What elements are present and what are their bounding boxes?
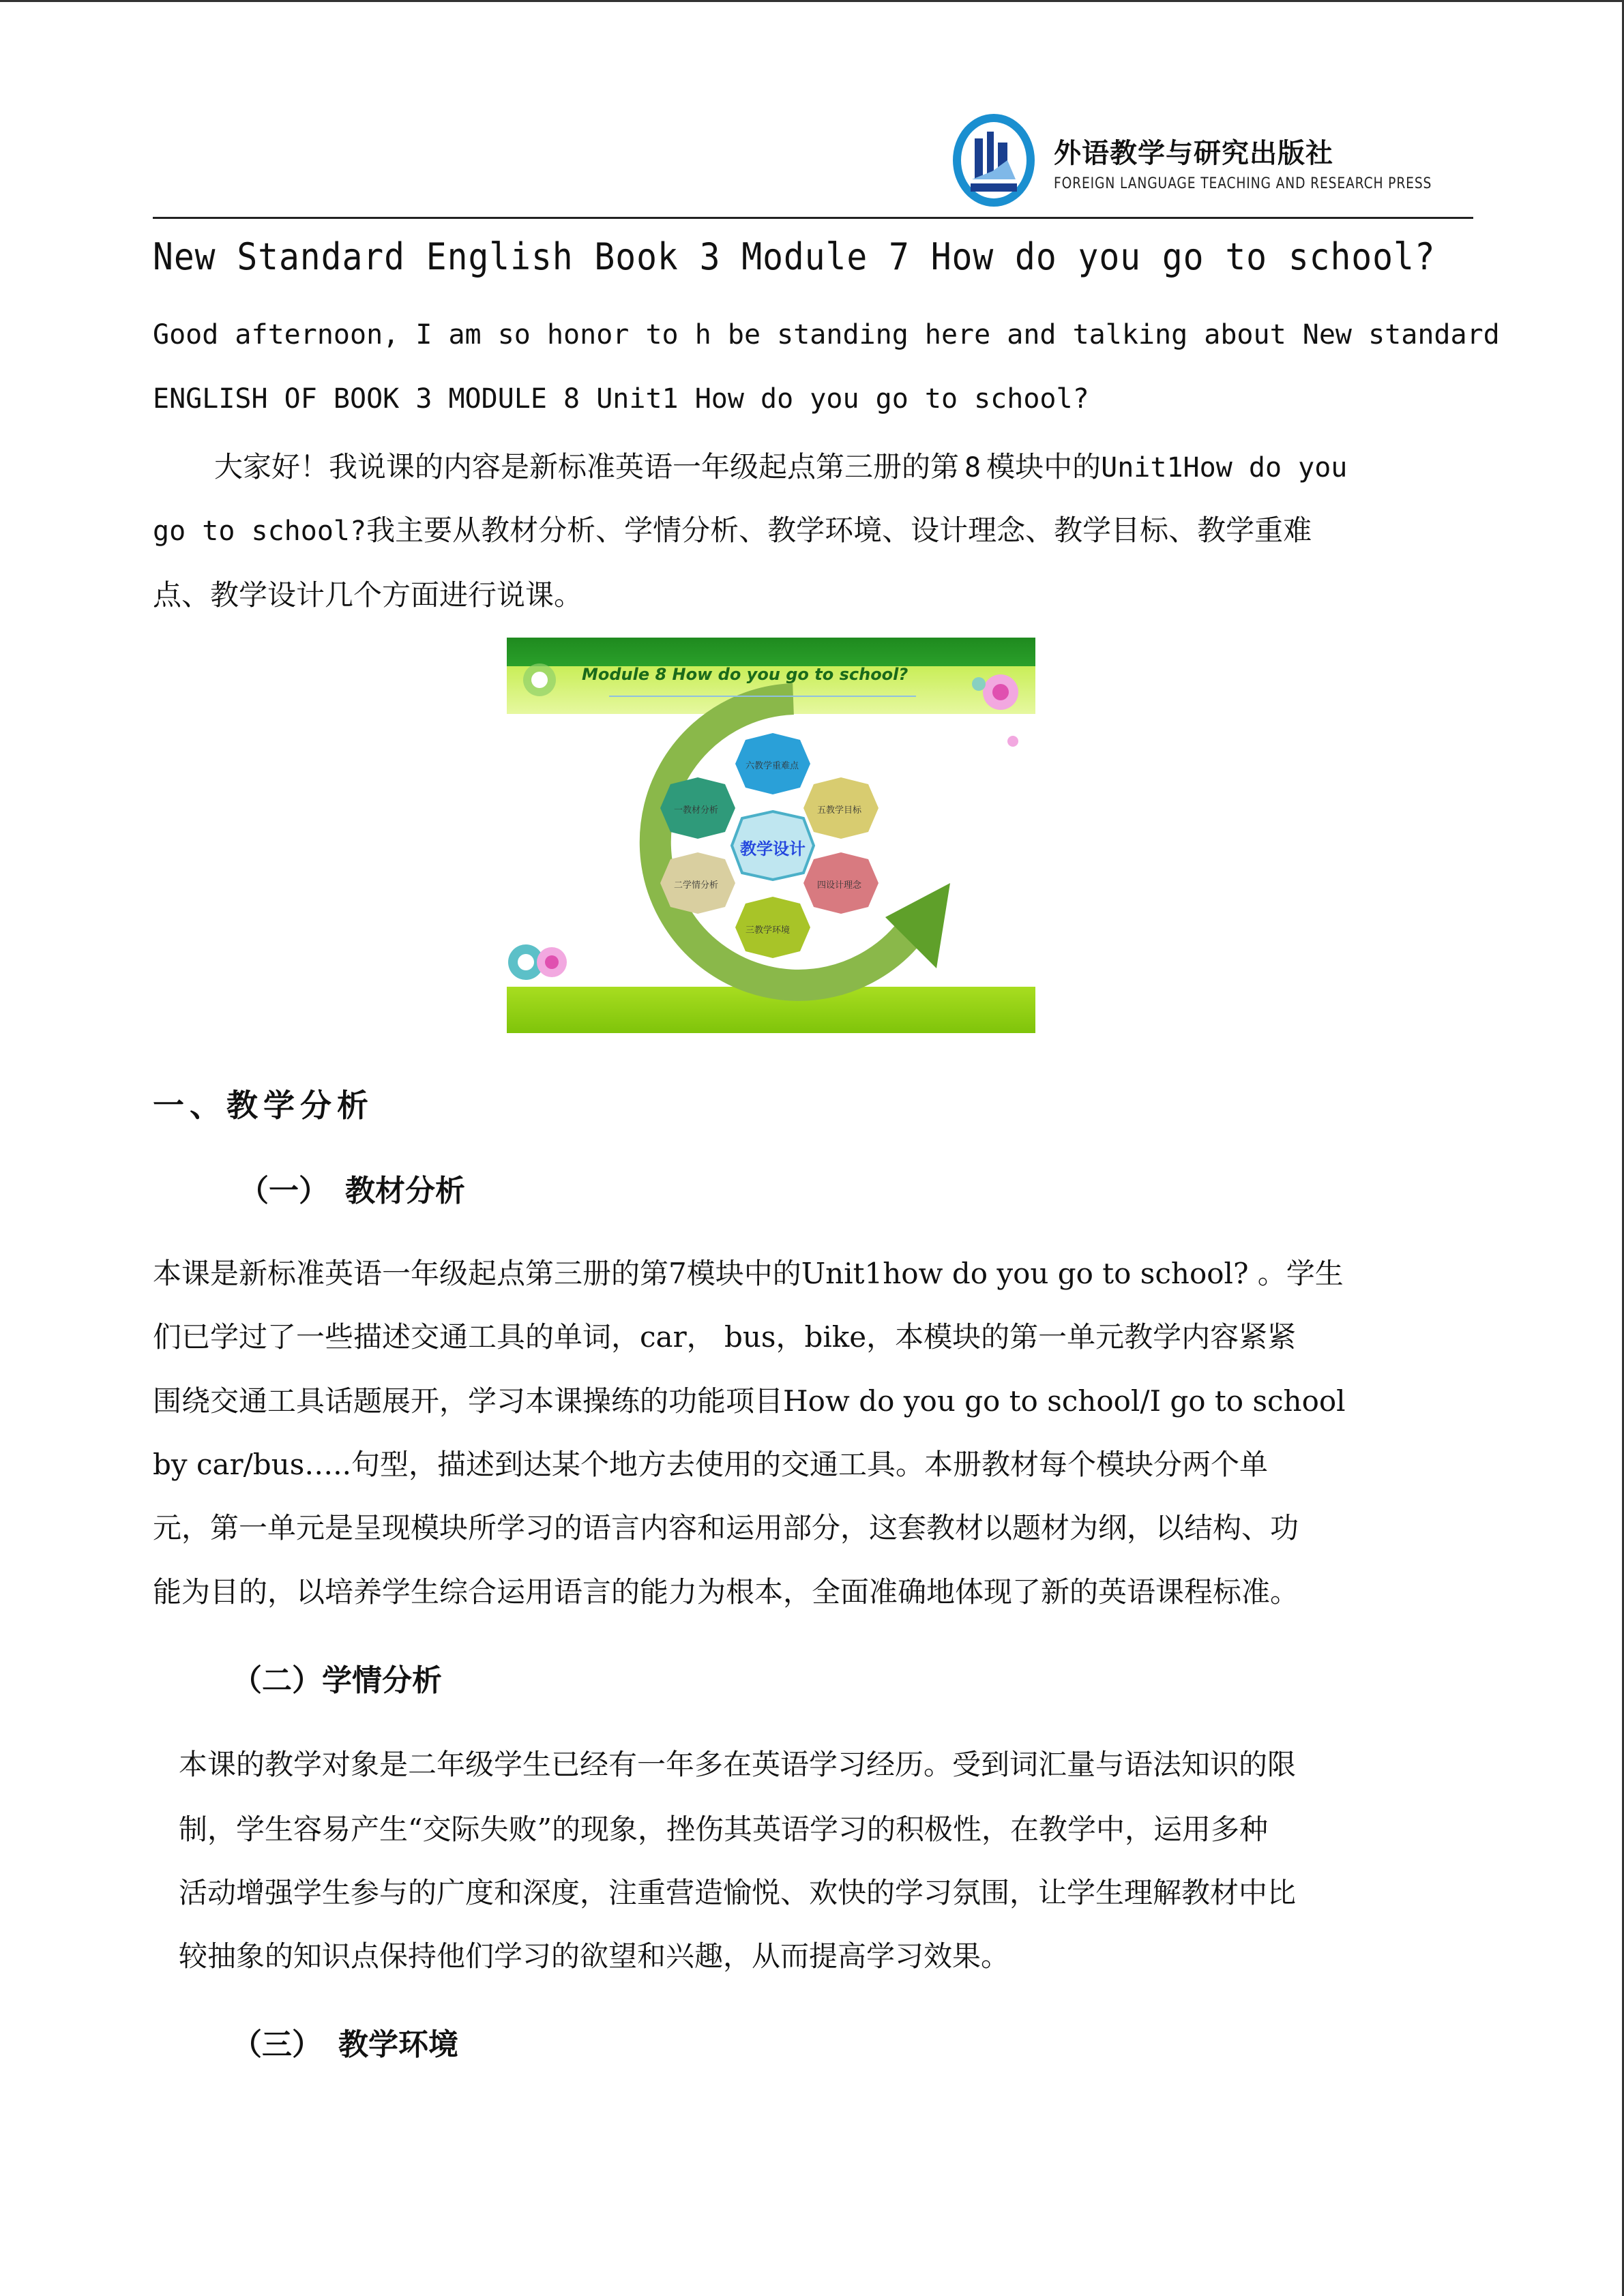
intro-cn-en-part: go to school? (153, 516, 367, 547)
intro-cn-text: 模块中的 (986, 450, 1102, 483)
learner-analysis-line: 制，学生容易产生“交际失败”的现象，挫伤其英语学习的积极性，在教学中，运用多种 (179, 1813, 1268, 1846)
header-divider (153, 217, 1473, 219)
publisher-header (951, 113, 1470, 211)
publisher-name-en: FOREIGN LANGUAGE TEACHING AND RESEARCH PRESS (1054, 175, 1432, 192)
intro-cn-line-2 (153, 508, 1312, 549)
publisher-logo (951, 113, 1040, 208)
section-heading: 一、教学分析 (153, 1087, 374, 1124)
intro-en-line-1: Good afternoon, I am so honor to h be standing here and talking about New standard (153, 319, 1500, 351)
subsection-heading-3 (232, 2020, 458, 2063)
intro-cn-unit: Unit1How do you (1101, 452, 1348, 483)
hex-label: 六教学重难点 (745, 761, 799, 771)
textbook-analysis-line: by car/bus…..句型，描述到达某个地方去使用的交通工具。本册教材每个模块分两个单 (153, 1448, 1268, 1481)
hex-label: 四设计理念 (817, 880, 862, 891)
document-title: New Standard English Book 3 Module 7 How do you go to school? (153, 235, 1436, 278)
intro-en-line-2: ENGLISH OF BOOK 3 MODULE 8 Unit1 How do you go to school? (153, 383, 1089, 415)
learner-analysis-line: 本课的教学对象是二年级学生已经有一年多在英语学习经历。受到词汇量与语法知识的限 (179, 1748, 1297, 1781)
hex-label: 一教材分析 (674, 805, 719, 816)
textbook-analysis-line: 围绕交通工具话题展开，学习本课操练的功能项目How do you go to school/I go to school (153, 1384, 1346, 1418)
textbook-analysis-line: 本课是新标准英语一年级起点第三册的第7模块中的Unit1how do you go to school? 。学生 (153, 1257, 1344, 1290)
textbook-analysis-line: 们已学过了一些描述交通工具的单词，car， bus，bike，本模块的第一单元教学内容紧紧 (153, 1320, 1297, 1354)
learner-analysis-line: 活动增强学生参与的广度和深度，注重营造愉悦、欢快的学习氛围，让学生理解教材中比 (179, 1876, 1297, 1909)
intro-cn-number: 8 (964, 452, 981, 483)
hex-label: 三教学环境 (745, 925, 791, 936)
subsection-title: 教学环境 (338, 2027, 458, 2062)
slide-center-label: 教学设计 (740, 839, 806, 859)
subsection-heading-1 (239, 1166, 465, 1210)
slide-title: Module 8 How do you go to school? (582, 665, 909, 684)
publisher-name-cn: 外语教学与研究出版社 (1054, 138, 1333, 169)
textbook-analysis-line: 元，第一单元是呈现模块所学习的语言内容和运用部分，这套教材以题材为纲，以结构、功 (153, 1511, 1299, 1545)
intro-cn-line-1 (214, 445, 1347, 486)
subsection-title: 教材分析 (345, 1174, 465, 1208)
subsection-label: （二） (232, 1663, 322, 1698)
intro-cn-text: 我主要从教材分析、学情分析、教学环境、设计理念、教学目标、教学重难 (366, 513, 1312, 547)
subsection-heading-2 (232, 1656, 442, 1699)
intro-cn-line-3: 点、教学设计几个方面进行说课。 (153, 578, 583, 612)
hex-label: 二学情分析 (674, 880, 719, 891)
hex-label: 五教学目标 (817, 805, 862, 816)
teaching-design-slide (507, 638, 1035, 1033)
learner-analysis-line: 较抽象的知识点保持他们学习的欲望和兴趣，从而提高学习效果。 (179, 1939, 1010, 1973)
subsection-title: 学情分析 (322, 1663, 442, 1698)
textbook-analysis-line: 能为目的，以培养学生综合运用语言的能力为根本，全面准确地体现了新的英语课程标准。 (153, 1575, 1299, 1609)
subsection-label: （三） (232, 2027, 322, 2062)
subsection-label: （一） (239, 1174, 329, 1208)
intro-cn-text: 大家好！我说课的内容是新标准英语一年级起点第三册的第 (214, 450, 960, 483)
